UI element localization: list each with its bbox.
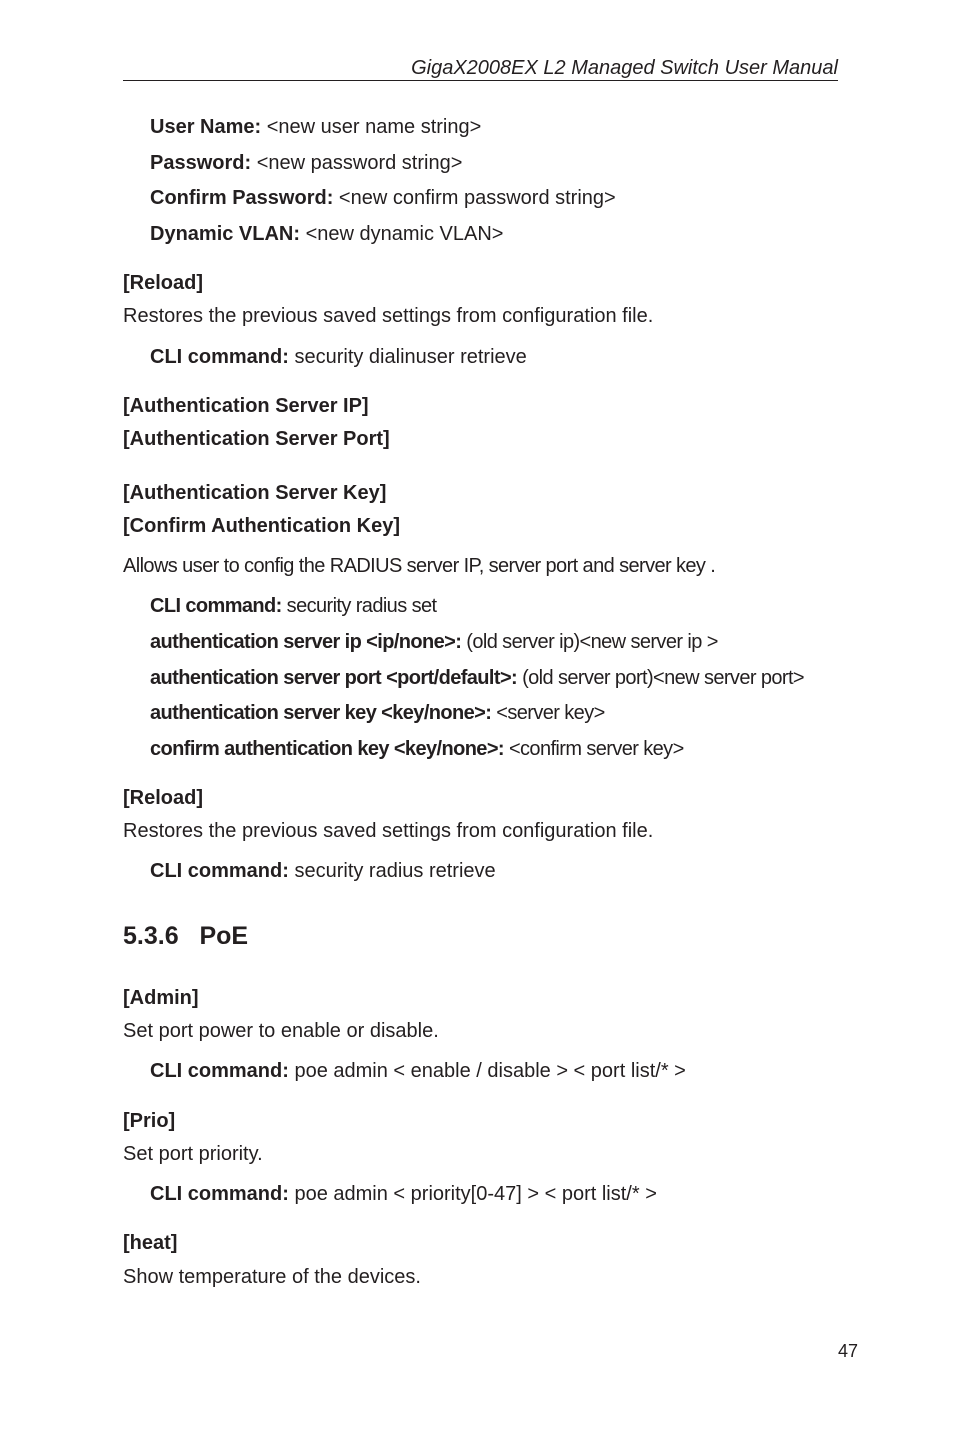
param-server-ip: [150, 629, 718, 655]
reload-description: Restores the previous saved settings from configuration file.: [123, 305, 654, 327]
admin-heading: [Admin]: [123, 987, 199, 1009]
param-value: (old server port)<new server port>: [522, 667, 805, 689]
prio-description: Set port priority.: [123, 1143, 263, 1165]
field-label: Confirm Password:: [150, 187, 334, 209]
cli-value: security radius set: [286, 595, 437, 617]
cli-command-line: [150, 344, 527, 370]
field-user-name: [150, 114, 481, 140]
param-label: authentication server ip <ip/none>:: [150, 631, 462, 653]
prio-heading: [Prio]: [123, 1110, 176, 1132]
field-value: <new confirm password string>: [338, 187, 616, 209]
heat-description: Show temperature of the devices.: [123, 1266, 421, 1288]
param-value: <server key>: [496, 702, 605, 724]
param-label: confirm authentication key <key/none>:: [150, 738, 504, 760]
reload-heading: [Reload]: [123, 272, 203, 294]
section-heading: [123, 921, 248, 951]
param-value: <confirm server key>: [508, 738, 684, 760]
page-number: 47: [838, 1341, 859, 1361]
cli-label: CLI command:: [150, 1183, 289, 1205]
cli-value: security radius retrieve: [294, 860, 496, 882]
admin-description: Set port power to enable or disable.: [123, 1020, 439, 1042]
cli-command-line: [150, 1181, 657, 1207]
param-server-key: [150, 700, 605, 726]
confirm-auth-key-heading: [Confirm Authentication Key]: [123, 515, 401, 537]
field-value: <new user name string>: [266, 116, 482, 138]
param-label: authentication server key <key/none>:: [150, 702, 492, 724]
running-header: GigaX2008EX L2 Managed Switch User Manual: [123, 56, 838, 81]
param-label: authentication server port <port/default>:: [150, 667, 518, 689]
cli-label: CLI command:: [150, 346, 289, 368]
cli-command-line: [150, 593, 436, 619]
cli-label: CLI command:: [150, 595, 282, 617]
cli-label: CLI command:: [150, 860, 289, 882]
field-confirm-password: [150, 185, 616, 211]
cli-value: poe admin < priority[0-47] > < port list/* >: [294, 1183, 657, 1205]
field-value: <new dynamic VLAN>: [305, 223, 504, 245]
auth-server-key-heading: [Authentication Server Key]: [123, 482, 387, 504]
section-number: 5.3.6: [123, 922, 179, 950]
cli-value: security dialinuser retrieve: [294, 346, 527, 368]
auth-server-ip-heading: [Authentication Server IP]: [123, 395, 369, 417]
param-server-port: [150, 665, 804, 691]
param-value: (old server ip)<new server ip >: [466, 631, 718, 653]
param-confirm-key: [150, 736, 684, 762]
reload-description: Restores the previous saved settings from configuration file.: [123, 820, 654, 842]
auth-server-port-heading: [Authentication Server Port]: [123, 428, 390, 450]
field-label: Dynamic VLAN:: [150, 223, 301, 245]
field-label: User Name:: [150, 116, 262, 138]
reload-heading: [Reload]: [123, 787, 203, 809]
cli-value: poe admin < enable / disable > < port list/* >: [294, 1060, 686, 1082]
auth-description: Allows user to config the RADIUS server IP, server port and server key .: [123, 555, 716, 577]
cli-command-line: [150, 858, 496, 884]
field-label: Password:: [150, 152, 252, 174]
field-dynamic-vlan: [150, 221, 503, 247]
field-password: [150, 150, 462, 176]
heat-heading: [heat]: [123, 1232, 178, 1254]
section-title: PoE: [199, 922, 249, 950]
cli-command-line: [150, 1058, 686, 1084]
field-value: <new password string>: [256, 152, 463, 174]
cli-label: CLI command:: [150, 1060, 289, 1082]
